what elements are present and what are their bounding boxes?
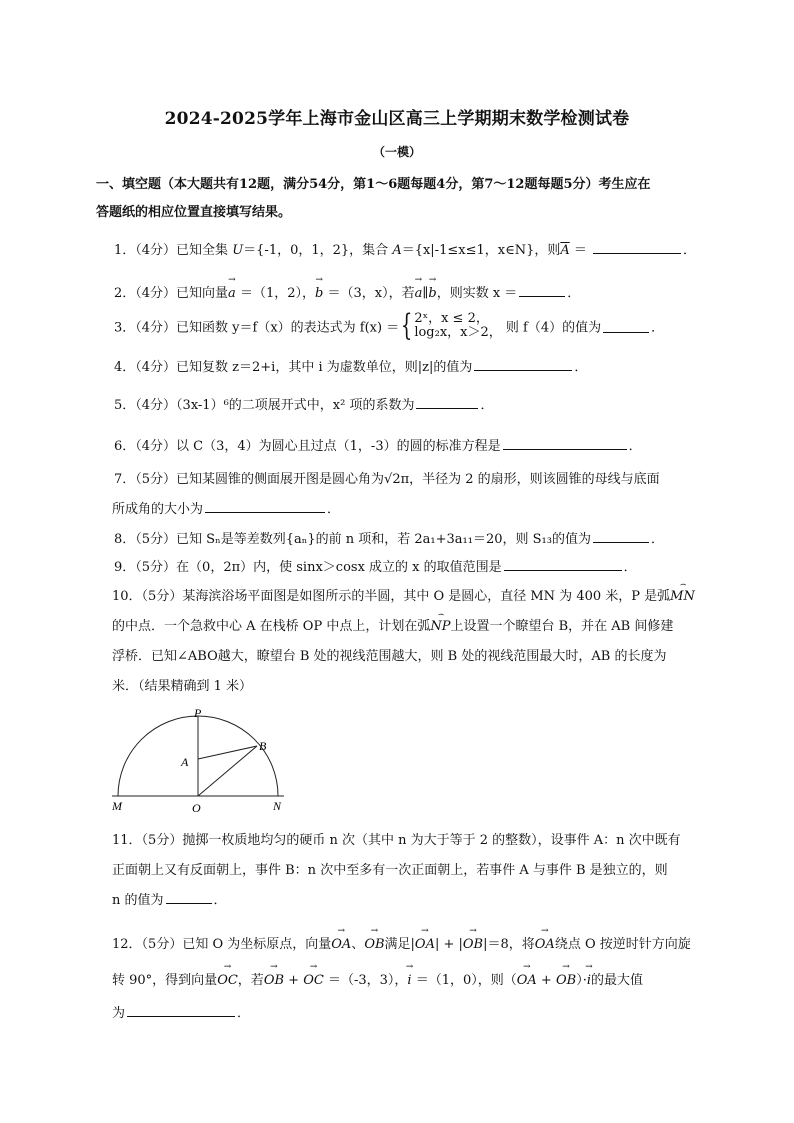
question-12-line3: 为 ．	[112, 1006, 251, 1021]
label-m: M	[112, 799, 122, 813]
question-12-line1: 12．（5分）已知 O 为坐标原点，向量→ OA、→ OB满足|→ OA| + |→ OB|＝8，将→ OA绕点 O 按逆时针方向旋	[112, 933, 691, 952]
answer-blank-9[interactable]	[504, 558, 622, 571]
question-10-line3: 浮桥．已知∠ABO越大，瞭望台 B 处的视线范围越大，则 B 处的视线范围最大时，AB 的长度为	[112, 649, 667, 664]
question-6: 6．（4分）以 C（3，4）为圆心且过点（1，-3）的圆的标准方程是 ．	[114, 439, 642, 454]
answer-blank-3[interactable]	[603, 320, 649, 333]
question-2: 2．（4分）已知向量→ a ＝（1，2），→ b ＝（3，x），若→ a∥→ b，则实数 x ＝ ．	[114, 282, 580, 301]
label-p: P	[194, 706, 202, 720]
answer-blank-7[interactable]	[205, 500, 325, 513]
question-10-line2: 的中点．一个急救中心 A 在栈桥 OP 中点上，计划在弧⌢ NP上设置一个瞭望台 B，并在 AB 间修建	[112, 615, 673, 634]
section-heading-line2: 答题纸的相应位置直接填写结果。	[96, 205, 292, 220]
answer-blank-12[interactable]	[127, 1004, 235, 1017]
segment-ab	[198, 746, 257, 759]
answer-blank-11[interactable]	[166, 891, 212, 904]
section-heading-line1: 一、填空题（本大题共有12题，满分54分，第1～6题每题4分，第7～12题每题5分）考生应在	[96, 177, 651, 192]
exam-title: 2024-2025学年上海市金山区高三上学期期末数学检测试卷	[164, 109, 630, 129]
question-11-line3: n 的值为 ．	[112, 893, 227, 908]
answer-blank-4[interactable]	[474, 358, 572, 371]
question-3: 3．（4分）已知函数 y＝f（x）的表达式为 f(x) ＝{ 2ˣ，x ≤ 2， log₂x，x＞2， 则 f（4）的值为 ．	[114, 308, 665, 343]
label-o: O	[192, 801, 201, 814]
answer-blank-5[interactable]	[416, 396, 478, 409]
piecewise-cases: 2ˣ，x ≤ 2， log₂x，x＞2，	[414, 311, 502, 340]
question-8: 8．（5分）已知 Sₙ是等差数列{aₙ}的前 n 项和，若 2a₁+3a₁₁＝20，则 S₁₃的值为 ．	[114, 532, 664, 547]
question-7-line1: 7．（5分）已知某圆锥的侧面展开图是圆心角为√2π，半径为 2 的扇形，则该圆锥的母线与底面	[114, 472, 660, 487]
label-b: B	[259, 739, 267, 753]
question-11-line2: 正面朝上又有反面朝上，事件 B：n 次中至多有一次正面朝上，若事件 A 与事件 B 是独立的，则	[112, 863, 668, 878]
answer-blank-2[interactable]	[519, 284, 565, 297]
brace-icon: {	[401, 308, 413, 343]
answer-blank-6[interactable]	[503, 437, 627, 450]
question-10-line1: 10．（5分）某海滨浴场平面图是如图所示的半圆，其中 O 是圆心，直径 MN 为 400 米，P 是弧⌢ MN	[112, 585, 695, 604]
question-10-line4: 米．（结果精确到 1 米）	[112, 679, 253, 694]
question-4: 4．（4分）已知复数 z＝2+i，其中 i 为虚数单位，则|z|的值为 ．	[114, 360, 588, 375]
label-n: N	[273, 799, 282, 813]
question-7-line2: 所成角的大小为 ．	[112, 502, 341, 517]
answer-blank-8[interactable]	[593, 530, 649, 543]
question-9: 9．（5分）在（0，2π）内，使 sinx＞cosx 成立的 x 的取值范围是 ．	[114, 560, 637, 575]
answer-blank-1[interactable]	[593, 241, 681, 254]
question-11-line1: 11．（5分）抛掷一枚质地均匀的硬币 n 次（其中 n 为大于等于 2 的整数），设事件 A：n 次中既有	[112, 833, 681, 848]
segment-ob	[198, 746, 257, 796]
question-5: 5．（4分）（3x-1）⁶的二项展开式中，x² 项的系数为 ．	[114, 398, 494, 413]
label-a: A	[181, 755, 189, 769]
exam-subtitle: （一模）	[372, 145, 421, 159]
semicircle-figure	[112, 704, 292, 814]
question-1: 1．（4分）已知全集 U＝{-1，0，1，2}，集合 A＝{x|-1≤x≤1，x∈N}，则$\overline{A}$ ＝ ．	[114, 243, 697, 258]
question-12-line2: 转 90°，得到向量→ OC，若→ OB + → OC ＝（-3，3），→ i ＝（1，0），则（→ OA + → OB）·→ i的最大值	[112, 969, 643, 988]
